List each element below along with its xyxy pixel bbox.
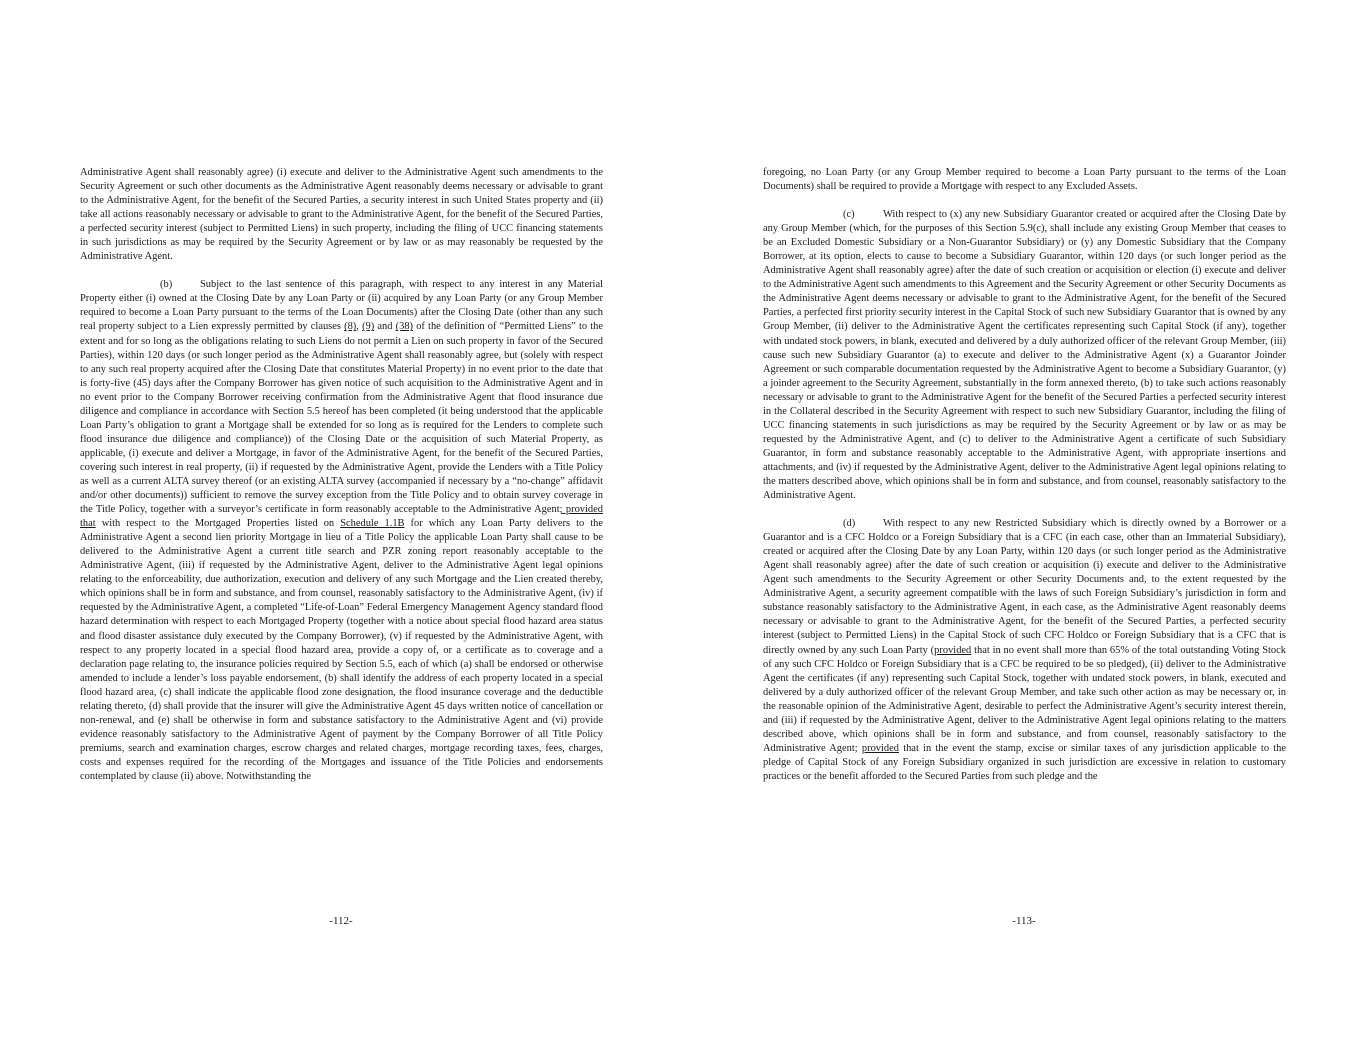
page-112 <box>0 0 682 1055</box>
page-113-body <box>763 166 1286 784</box>
paragraph-label: (b) <box>160 279 173 291</box>
provided-term: provided <box>934 644 972 656</box>
paragraph-a-continued <box>80 166 603 264</box>
paragraph-text: Administrative Agent shall reasonably agree) (i) execute and deliver to the Administrative Agent such amendments to the Security Agreement or such other documents as the Administrative Agent reasonably deems necessary or advisable to grant to the Administrative Agent, for the benefit of the Secured Parties, a security interest in such United States property and (ii) take all actions reasonably necessary or advisable to grant to the Administrative Agent, for the benefit of the Secured Parties, a perfected security interest (subject to Permitted Liens) in such property, including the filing of UCC financing statements in such jurisdictions as may be required by the Security Agreement or by law or as may reasonably be requested by the Administrative Agent. <box>80 167 603 263</box>
paragraph-label: (c) <box>843 209 855 221</box>
paragraph-d: (d) With respect to any new Restricted Subsidiary which is directly owned by a Borrower or a Guarantor and is a CFC Holdco or a Foreign Subsidiary that is a CFC (in each case, other than an Immaterial Subsidiary), created or acquired after the Closing Date by any Loan Party, within 120 days (or such longer period as the Administrative Agent shall reasonably agree) after the date of such creation or acquisition (i) execute and deliver to the Administrative Agent such amendments to the Security Agreement or other Security Documents and, to the extent requested by the Administrative Agent, a security agreement compatible with the laws of such Foreign Subsidiary’s jurisdiction in form and substance reasonably satisfactory to the Administrative Agent, in each case, as the Administrative Agent reasonably deems necessary or advisable to grant to the Administrative Agent, for the benefit of the Secured Parties, a perfected security interest (subject to Permitted Liens) in the Capital Stock of such CFC Holdco or Foreign Subsidiary that is a CFC that is directly owned by any such Loan Party (provided that in no event shall more than 65% of the total outstanding Voting Stock of any such CFC Holdco or Foreign Subsidiary that is a CFC be required to be so pledged), (ii) deliver to the Administrative Agent the certificates (if any) representing such Capital Stock, together with undated stock powers, in blank, executed and delivered by a duly authorized officer of the relevant Group Member, and take such other action as may be necessary or, in the reasonable opinion of the Administrative Agent, desirable to perfect the Administrative Agent’s security interest therein, and (iii) if requested by the Administrative Agent, deliver to the Administrative Agent legal opinions relating to the matters described above, which opinions shall be in form and substance, and from counsel, reasonably satisfactory to the Administrative Agent; provided that in the event the stamp, excise or similar taxes of any jurisdiction applicable to the pledge of Capital Stock of any Foreign Subsidiary organized in such jurisdiction are excessive in relation to customary practices or the benefit afforded to the Secured Parties from such pledge and the <box>763 518 1286 782</box>
clause-ref-9: (9) <box>362 321 375 333</box>
paragraph-b-continued: foregoing, no Loan Party (or any Group Member required to become a Loan Party pursuant to the terms of the Loan Documents) shall be required to provide a Mortgage with respect to any Excluded Assets. <box>763 167 1286 193</box>
page-number: -112- <box>329 915 353 927</box>
paragraph-label: (d) <box>843 518 856 530</box>
that-term: that <box>80 518 96 530</box>
page-112-body <box>80 166 603 784</box>
clause-ref-38: (38) <box>395 321 414 333</box>
schedule-ref: Schedule 1.1B <box>340 518 405 530</box>
paragraph-c: (c) With respect to (x) any new Subsidiary Guarantor created or acquired after the Closing Date by any Group Member (which, for the purposes of this Section 5.9(c), shall include any existing Group Member that ceases to be an Excluded Domestic Subsidiary or a Non-Guarantor Subsidiary) or (y) any Domestic Subsidiary that the Company Borrower, at its option, elects to cause to become a Subsidiary Guarantor, within 120 days (or such longer period as the Administrative Agent shall reasonably agree) after the date of such creation or acquisition or election (i) execute and deliver to the Administrative Agent such amendments to this Agreement and the Security Agreement or other Security Documents as the Administrative Agent deems necessary or advisable to grant to the Administrative Agent, for the benefit of the Secured Parties, a perfected first priority security interest in the Capital Stock of such new Subsidiary Guarantor that is owned by any Group Member, (ii) deliver to the Administrative Agent the certificates representing such Capital Stock (if any), together with undated stock powers, in blank, executed and delivered by a duly authorized officer of the relevant Group Member, (iii) cause such new Subsidiary Guarantor (a) to execute and deliver to the Administrative Agent (x) a Guarantor Joinder Agreement or such comparable documentation requested by the Administrative Agent to become a Subsidiary Guarantor, (y) a joinder agreement to the Security Agreement, substantially in the form annexed thereto, (b) to take such actions reasonably necessary or advisable to grant to the Administrative Agent for the benefit of the Secured Parties a perfected security interest in the Collateral described in the Security Agreement with respect to such new Subsidiary Guarantor, including the filing of UCC financing statements in such jurisdictions as may be required by the Security Agreement or by law or as may be requested by the Administrative Agent, and (c) to deliver to the Administrative Agent a certificate of such Subsidiary Guarantor, in form and substance reasonably acceptable to the Administrative Agent, with appropriate insertions and attachments, and (iv) if requested by the Administrative Agent, deliver to the Administrative Agent legal opinions relating to the matters described above, which opinions shall be in form and substance, and from counsel, reasonably satisfactory to the Administrative Agent. <box>763 209 1286 502</box>
provided-term: provided <box>861 742 899 754</box>
page-113 <box>683 0 1365 1055</box>
clause-ref-8: (8) <box>344 321 357 333</box>
provided-term: ; provided <box>559 504 603 516</box>
paragraph-b: (b) Subject to the last sentence of this paragraph, with respect to any interest in any Material Property either (i) owned at the Closing Date by any Loan Party or (ii) acquired by any Loan Party (or any Group Member required to become a Loan Party pursuant to the terms of the Loan Documents) after the Closing Date (other than any such real property subject to a Lien expressly permitted by clauses (8), (9) and (38) of the definition of “Permitted Liens” to the extent and for so long as the obligations relating to such Liens do not permit a Lien on such property in favor of the Secured Parties), within 120 days (or such longer period as the Administrative Agent shall reasonably agree, but (solely with respect to any such real property acquired after the Closing Date that constitutes Material Property) in no event prior to the date that is forty-five (45) days after the Company Borrower has given notice of such acquisition to the Administrative Agent and in no event prior to the Company Borrower receiving confirmation from the Administrative Agent that flood insurance due diligence and compliance in accordance with Section 5.5 hereof has been completed (it being understood that the applicable Loan Party’s obligation to grant a Mortgage shall be extended for so long as is required for the Lenders to complete such flood insurance due diligence and compliance)) of the Closing Date or the acquisition of such Material Property, as applicable, (i) execute and deliver a Mortgage, in favor of the Administrative Agent, for the benefit of the Secured Parties, covering such interest in real property, (ii) if requested by the Administrative Agent, provide the Lenders with a Title Policy as well as a current ALTA survey thereof (or an existing ALTA survey (accompanied if necessary by a “no-change” affidavit and/or other documents)) sufficient to remove the survey exception from the Title Policy and to obtain survey coverage in the Title Policy, together with a surveyor’s certificate in form reasonably acceptable to the Administrative Agent; provided that with respect to the Mortgaged Properties listed on Schedule 1.1B for which any Loan Party delivers to the Administrative Agent a second lien priority Mortgage in lieu of a Title Policy the applicable Loan Party shall cause to be delivered to the Administrative Agent a current title search and PZR zoning report reasonably acceptable to the Administrative Agent, (iii) if requested by the Administrative Agent, deliver to the Administrative Agent legal opinions relating to the enforceability, due authorization, execution and delivery of any such Mortgage and the Lien created thereby, which opinions shall be in form and substance, and from counsel, reasonably satisfactory to the Administrative Agent, (iv) if requested by the Administrative Agent, a completed “Life-of-Loan” Federal Emergency Management Agency standard flood hazard determination with respect to each Mortgaged Property (together with a notice about special flood hazard area status and flood disaster assistance duly executed by the Company Borrower), (v) if requested by the Administrative Agent, with respect to any property located in a special flood hazard area, provide a copy of, or a certificate as to coverage and a declaration page relating to, the insurance policies required by Section 5.5, each of which (a) shall be endorsed or otherwise amended to include a lender’s loss payable endorsement, (b) shall identify the address of each property located in a special flood hazard area, (c) shall indicate the applicable flood zone designation, the flood insurance coverage and the deductible relating thereto, (d) shall provide that the insurer will give the Administrative Agent 45 days written notice of cancellation or non-renewal, and (e) shall be otherwise in form and substance satisfactory to the Administrative Agent and (vi) provide evidence reasonably satisfactory to the Administrative Agent of payment by the Company Borrower of all Title Policy premiums, search and examination charges, escrow charges and related charges, mortgage recording taxes, fees, charges, costs and expenses required for the recording of the Mortgages and issuance of the Title Policies and endorsements contemplated by clause (ii) above. Notwithstanding the <box>80 279 603 782</box>
page-number: -113- <box>1012 915 1036 927</box>
